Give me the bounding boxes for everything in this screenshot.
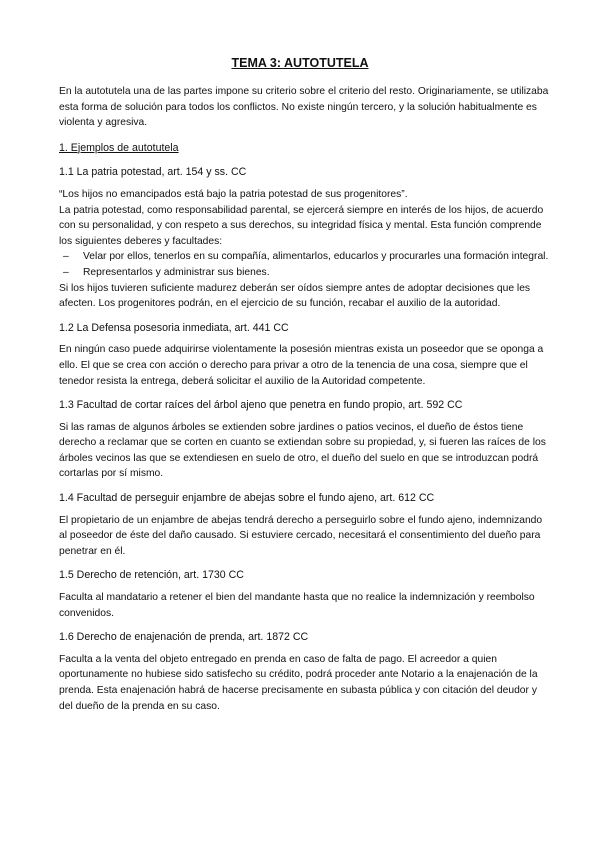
- list-item-text: Representarlos y administrar sus bienes.: [83, 266, 270, 278]
- subsection-heading-1-5: 1.5 Derecho de retención, art. 1730 CC: [59, 569, 244, 582]
- subsection-heading-1-6: 1.6 Derecho de enajenación de prenda, art. 1872 CC: [59, 631, 309, 644]
- list-item: [59, 249, 549, 265]
- list-item: [59, 265, 549, 281]
- intro-paragraph: En la autotutela una de las partes impone su criterio sobre el criterio del resto. Originariamente, se utilizaba esta forma de solución para todos los conflictos. No existe ningún tercero, y la solución habitualmente es violenta y agresiva.: [59, 86, 549, 129]
- quote-paragraph: “Los hijos no emancipados está bajo la patria potestad de sus progenitores”.: [59, 188, 408, 200]
- paragraph-1-6: Faculta a la venta del objeto entregado en prenda en caso de falta de pago. El acreedor a quien oportunamente no hubiese sido satisfecho su crédito, podrá proceder ante Notario a la enajenación de la prenda. Esta enajenación habrá de hacerse precisamente en subasta pública y con citación del deudor y del dueño de la prenda en su caso.: [59, 653, 538, 712]
- subsection-heading-1-4: 1.4 Facultad de perseguir enjambre de abejas sobre el fundo ajeno, art. 612 CC: [59, 492, 435, 505]
- list-item-text: Velar por ellos, tenerlos en su compañía, alimentarlos, educarlos y procurarles una formación integral.: [83, 251, 549, 263]
- dash-bullet: –: [63, 266, 69, 278]
- dash-bullet: –: [63, 251, 69, 263]
- paragraph-1-1: La patria potestad, como responsabilidad parental, se ejercerá siempre en interés de los hijos, de acuerdo con su personalidad, y con respeto a sus derechos, su integridad física y mental. Esta función comprende los siguientes deberes y facultades:: [59, 204, 544, 247]
- paragraph-1-4: El propietario de un enjambre de abejas tendrá derecho a perseguirlo sobre el fundo ajeno, indemnizando al poseedor de éste del daño causado. Si estuviere cercado, necesitará el consentimiento del dueño para penetrar en él.: [59, 514, 543, 557]
- paragraph-1-3: Si las ramas de algunos árboles se extienden sobre jardines o patios vecinos, el dueño de éstos tiene derecho a reclamar que se corten en cuanto se extiendan sobre su propiedad, y, si fueren las raíces de los árboles vecinos las que se extendiesen en suelo de otro, el dueño del suelo en que se introduzcan podrá cortarlas por sí mismo.: [59, 421, 546, 480]
- section-heading-ejemplos: 1. Ejemplos de autotutela: [59, 141, 179, 154]
- subsection-heading-1-3: 1.3 Facultad de cortar raíces del árbol ajeno que penetra en fundo propio, art. 592 CC: [59, 399, 463, 412]
- duties-list: [59, 249, 549, 280]
- paragraph-1-5: Faculta al mandatario a retener el bien del mandante hasta que no realice la indemnización y reembolso convenidos.: [59, 592, 535, 619]
- document-body: [59, 84, 549, 714]
- paragraph-1-2: En ningún caso puede adquirirse violentamente la posesión mientras exista un poseedor que se oponga a ello. El que se crea con acción o derecho para privar a otro de la tenencia de una cosa, siempre que el tenedor resista la entrega, deberá solicitar el auxilio de la Autoridad competente.: [59, 344, 544, 387]
- page-title: TEMA 3: AUTOTUTELA: [231, 56, 369, 70]
- subsection-heading-1-1: 1.1 La patria potestad, art. 154 y ss. CC: [59, 166, 247, 179]
- paragraph-1-1-closing: Si los hijos tuvieren suficiente madurez deberán ser oídos siempre antes de adoptar decisiones que les afecten. Los progenitores podrán, en el ejercicio de su función, recabar el auxilio de la autoridad.: [59, 282, 531, 310]
- subsection-heading-1-2: 1.2 La Defensa posesoria inmediata, art. 441 CC: [59, 321, 289, 334]
